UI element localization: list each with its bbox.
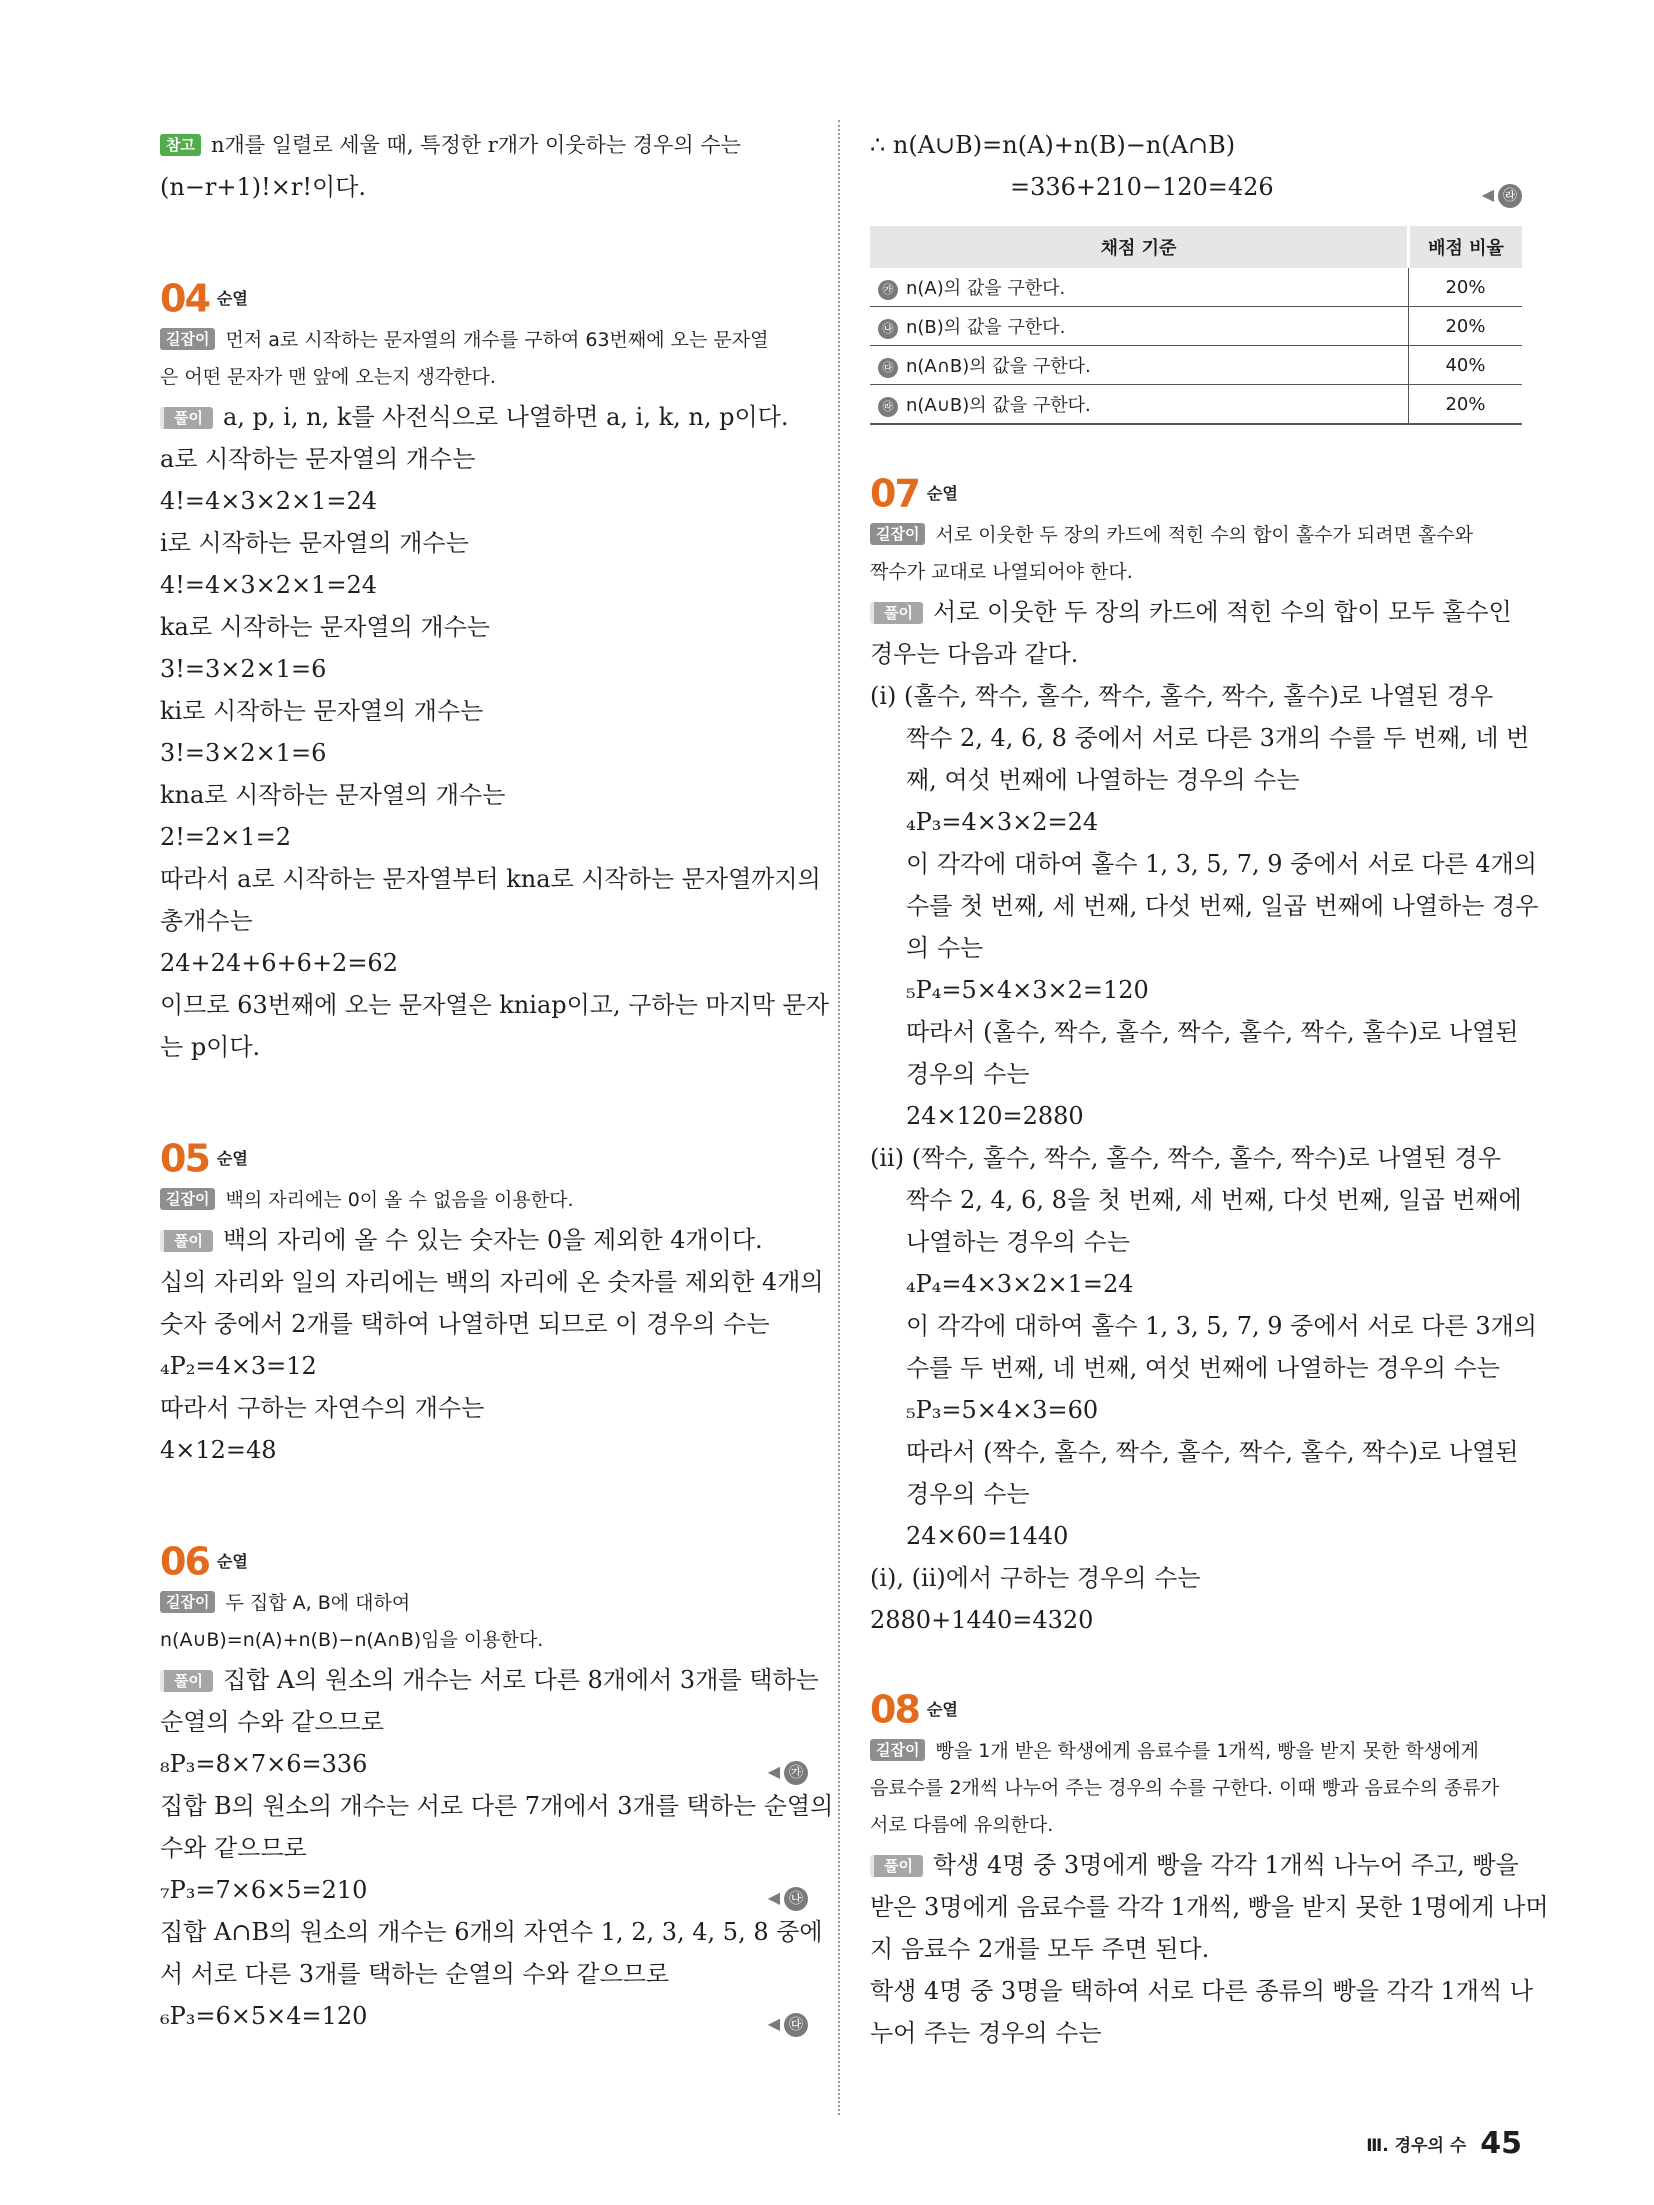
- note-tag: 참고: [160, 134, 201, 156]
- solution-line: =336+210−120=426 ◀ ㉱: [870, 166, 1522, 208]
- solution-line: 풀이 a, p, i, n, k를 사전식으로 나열하면 a, i, k, n, p이다.: [160, 396, 808, 438]
- problem-04-header: [160, 276, 808, 321]
- solution-line: 따라서 구하는 자연수의 개수는: [160, 1394, 485, 1422]
- left-column: [160, 124, 834, 2046]
- solution-line: 이므로 63번째에 오는 문자열은 kniap이고, 구하는 마지막 문자: [160, 991, 829, 1019]
- solution-line: 4!=4×3×2×1=24: [160, 487, 378, 515]
- chapter-label: Ⅲ. 경우의 수: [1366, 2136, 1467, 2156]
- problem-06-header: [160, 1539, 808, 1584]
- solution-line: 순열의 수와 같으므로: [160, 1708, 384, 1736]
- solution-line: (i), (ii)에서 구하는 경우의 수는: [870, 1564, 1201, 1592]
- solution-line: ₈P₃=8×7×6=336 ◀ ㉮: [160, 1743, 808, 1785]
- problem-number: 04: [160, 276, 209, 321]
- solution-line: 풀이 서로 이웃한 두 장의 카드에 적힌 수의 합이 모두 홀수인: [870, 591, 1522, 633]
- solution-tag: 풀이: [160, 407, 213, 429]
- problem-topic: 순열: [216, 288, 248, 308]
- solution-line: 째, 여섯 번째에 나열하는 경우의 수는: [906, 766, 1300, 794]
- solution-line: 풀이 학생 4명 중 3명에게 빵을 각각 1개씩 나누어 주고, 빵을: [870, 1844, 1522, 1886]
- solution-line: 이 각각에 대하여 홀수 1, 3, 5, 7, 9 중에서 서로 다른 4개의: [906, 850, 1537, 878]
- problem-topic: 순열: [926, 483, 958, 503]
- problem-number: 08: [870, 1687, 919, 1732]
- page-number: 45: [1480, 2126, 1522, 2161]
- solution-line: 숫자 중에서 2개를 택하여 나열하면 되므로 이 경우의 수는: [160, 1310, 770, 1338]
- mark-na: ◀ ㉯: [768, 1877, 808, 1920]
- solution-line: 수와 같으므로: [160, 1834, 307, 1862]
- triangle-left-icon: ◀: [767, 2014, 780, 2033]
- problem-07-header: [870, 471, 1522, 516]
- solution-line: 따라서 (짝수, 홀수, 짝수, 홀수, 짝수, 홀수, 짝수)로 나열된: [906, 1438, 1519, 1466]
- note-line-1: 참고 n개를 일렬로 세울 때, 특정한 r개가 이웃하는 경우의 수는: [160, 124, 808, 166]
- table-row: ㉰ n(A∩B)의 값을 구한다. 40%: [870, 346, 1522, 385]
- solution-line: 짝수 2, 4, 6, 8 중에서 서로 다른 3개의 수를 두 번째, 네 번: [906, 724, 1530, 752]
- problem-number: 06: [160, 1539, 209, 1584]
- solution-line: 3!=3×2×1=6: [160, 655, 327, 683]
- solution-tag: 풀이: [160, 1670, 213, 1692]
- solution-line: 학생 4명 중 3명을 택하여 서로 다른 종류의 빵을 각각 1개씩 나: [870, 1977, 1533, 2005]
- solution-line: ₇P₃=7×6×5=210 ◀ ㉯: [160, 1869, 808, 1911]
- solution-line: 이 각각에 대하여 홀수 1, 3, 5, 7, 9 중에서 서로 다른 3개의: [906, 1312, 1537, 1340]
- guide-tag: 길잡이: [160, 1188, 215, 1210]
- solution-line: ₄P₄=4×3×2×1=24: [906, 1270, 1134, 1298]
- right-column: [870, 124, 1549, 2054]
- mark-da: ◀ ㉰: [768, 2003, 808, 2046]
- solution-line: 누어 주는 경우의 수는: [870, 2019, 1102, 2047]
- problem-08-header: [870, 1687, 1522, 1732]
- solution-line: 십의 자리와 일의 자리에는 백의 자리에 온 숫자를 제외한 4개의: [160, 1268, 824, 1296]
- solution-line: (ii) (짝수, 홀수, 짝수, 홀수, 짝수, 홀수, 짝수)로 나열된 경우: [870, 1144, 1501, 1172]
- solution-line: 받은 3명에게 음료수를 각각 1개씩, 빵을 받지 못한 1명에게 나머: [870, 1893, 1549, 1921]
- solution-line: 24×60=1440: [906, 1522, 1069, 1550]
- solution-line: 3!=3×2×1=6: [160, 739, 327, 767]
- grading-table: [870, 226, 1522, 425]
- mark-ra: ◀ ㉱: [1482, 174, 1522, 217]
- problem-topic: 순열: [216, 1148, 248, 1168]
- table-header-row: [870, 226, 1522, 268]
- triangle-left-icon: ◀: [767, 1762, 780, 1781]
- solution-tag: 풀이: [870, 602, 923, 624]
- guide-line: 음료수를 2개씩 나누어 주는 경우의 수를 구한다. 이때 빵과 음료수의 종류가: [870, 1777, 1500, 1799]
- solution-line: 경우는 다음과 같다.: [870, 640, 1079, 668]
- guide-line: 길잡이 백의 자리에는 0이 올 수 없음을 이용한다.: [160, 1182, 808, 1219]
- solution-line: 총개수는: [160, 907, 253, 935]
- solution-line: 수를 첫 번째, 세 번째, 다섯 번째, 일곱 번째에 나열하는 경우: [906, 892, 1539, 920]
- guide-line: 짝수가 교대로 나열되어야 한다.: [870, 561, 1133, 583]
- solution-line: 의 수는: [906, 934, 984, 962]
- table-header: 채점 기준: [870, 226, 1409, 268]
- solution-line: ∴ n(A∪B)=n(A)+n(B)−n(A∩B): [870, 131, 1236, 159]
- solution-line: 풀이 집합 A의 원소의 개수는 서로 다른 8개에서 3개를 택하는: [160, 1659, 808, 1701]
- solution-line: kna로 시작하는 문자열의 개수는: [160, 781, 506, 809]
- problem-number: 07: [870, 471, 919, 516]
- solution-line: ₅P₄=5×4×3×2=120: [906, 976, 1149, 1004]
- solution-line: 수를 두 번째, 네 번째, 여섯 번째에 나열하는 경우의 수는: [906, 1354, 1500, 1382]
- solution-line: ki로 시작하는 문자열의 개수는: [160, 697, 484, 725]
- table-row: ㉮ n(A)의 값을 구한다. 20%: [870, 268, 1522, 307]
- table-row: ㉯ n(B)의 값을 구한다. 20%: [870, 307, 1522, 346]
- solution-line: 24+24+6+6+2=62: [160, 949, 398, 977]
- solution-line: 나열하는 경우의 수는: [906, 1228, 1130, 1256]
- solution-line: 지 음료수 2개를 모두 주면 된다.: [870, 1935, 1210, 1963]
- solution-line: ₆P₃=6×5×4=120 ◀ ㉰: [160, 1995, 808, 2037]
- mark-badge: ㉮: [878, 280, 898, 300]
- mark-badge: ㉯: [878, 319, 898, 339]
- solution-line: ₅P₃=5×4×3=60: [906, 1396, 1099, 1424]
- solution-line: 집합 A∩B의 원소의 개수는 6개의 자연수 1, 2, 3, 4, 5, 8 중에: [160, 1918, 823, 1946]
- guide-tag: 길잡이: [160, 328, 215, 350]
- solution-line: 집합 B의 원소의 개수는 서로 다른 7개에서 3개를 택하는 순열의: [160, 1792, 834, 1820]
- column-divider: [838, 120, 840, 2115]
- solution-line: 따라서 a로 시작하는 문자열부터 kna로 시작하는 문자열까지의: [160, 865, 821, 893]
- solution-line: 는 p이다.: [160, 1033, 261, 1061]
- solution-tag: 풀이: [160, 1230, 213, 1252]
- solution-line: 경우의 수는: [906, 1480, 1030, 1508]
- solution-line: 짝수 2, 4, 6, 8을 첫 번째, 세 번째, 다섯 번째, 일곱 번째에: [906, 1186, 1522, 1214]
- guide-line: 길잡이 빵을 1개 받은 학생에게 음료수를 1개씩, 빵을 받지 못한 학생에게: [870, 1733, 1522, 1770]
- mark-ga: ◀ ㉮: [768, 1751, 808, 1794]
- guide-line: 길잡이 두 집합 A, B에 대하여: [160, 1585, 808, 1622]
- mark-badge: ㉱: [878, 397, 898, 417]
- mark-badge: ㉰: [878, 358, 898, 378]
- solution-tag: 풀이: [870, 1855, 923, 1877]
- guide-tag: 길잡이: [160, 1591, 215, 1613]
- solution-line: 4!=4×3×2×1=24: [160, 571, 378, 599]
- guide-line: 길잡이 먼저 a로 시작하는 문자열의 개수를 구하여 63번째에 오는 문자열: [160, 322, 808, 359]
- solution-line: i로 시작하는 문자열의 개수는: [160, 529, 469, 557]
- problem-05-header: [160, 1136, 808, 1181]
- solution-line: ₄P₂=4×3=12: [160, 1352, 317, 1380]
- problem-topic: 순열: [926, 1699, 958, 1719]
- solution-line: 24×120=2880: [906, 1102, 1084, 1130]
- table-row: ㉱ n(A∪B)의 값을 구한다. 20%: [870, 385, 1522, 425]
- triangle-left-icon: ◀: [767, 1888, 780, 1907]
- solution-line: 풀이 백의 자리에 올 수 있는 숫자는 0을 제외한 4개이다.: [160, 1219, 808, 1261]
- page-footer: [1366, 2126, 1522, 2161]
- solution-line: 2880+1440=4320: [870, 1606, 1094, 1634]
- guide-line: n(A∪B)=n(A)+n(B)−n(A∩B)임을 이용한다.: [160, 1629, 544, 1651]
- solution-line: 따라서 (홀수, 짝수, 홀수, 짝수, 홀수, 짝수, 홀수)로 나열된: [906, 1018, 1519, 1046]
- problem-number: 05: [160, 1136, 209, 1181]
- problem-topic: 순열: [216, 1551, 248, 1571]
- solution-line: (i) (홀수, 짝수, 홀수, 짝수, 홀수, 짝수, 홀수)로 나열된 경우: [870, 682, 1494, 710]
- solution-line: a로 시작하는 문자열의 개수는: [160, 445, 476, 473]
- solution-line: 서 서로 다른 3개를 택하는 순열의 수와 같으므로: [160, 1960, 670, 1988]
- solution-line: ₄P₃=4×3×2=24: [906, 808, 1099, 836]
- guide-line: 길잡이 서로 이웃한 두 장의 카드에 적힌 수의 합이 홀수가 되려면 홀수와: [870, 517, 1522, 554]
- solution-line: 4×12=48: [160, 1436, 277, 1464]
- table-header: 배점 비율: [1409, 226, 1523, 268]
- note-line-2: (n−r+1)!×r!이다.: [160, 173, 367, 201]
- guide-line: 은 어떤 문자가 맨 앞에 오는지 생각한다.: [160, 366, 496, 388]
- solution-line: 2!=2×1=2: [160, 823, 292, 851]
- solution-line: ka로 시작하는 문자열의 개수는: [160, 613, 490, 641]
- solution-line: 경우의 수는: [906, 1060, 1030, 1088]
- guide-tag: 길잡이: [870, 523, 925, 545]
- guide-tag: 길잡이: [870, 1739, 925, 1761]
- guide-line: 서로 다름에 유의한다.: [870, 1814, 1054, 1836]
- triangle-left-icon: ◀: [1481, 185, 1494, 204]
